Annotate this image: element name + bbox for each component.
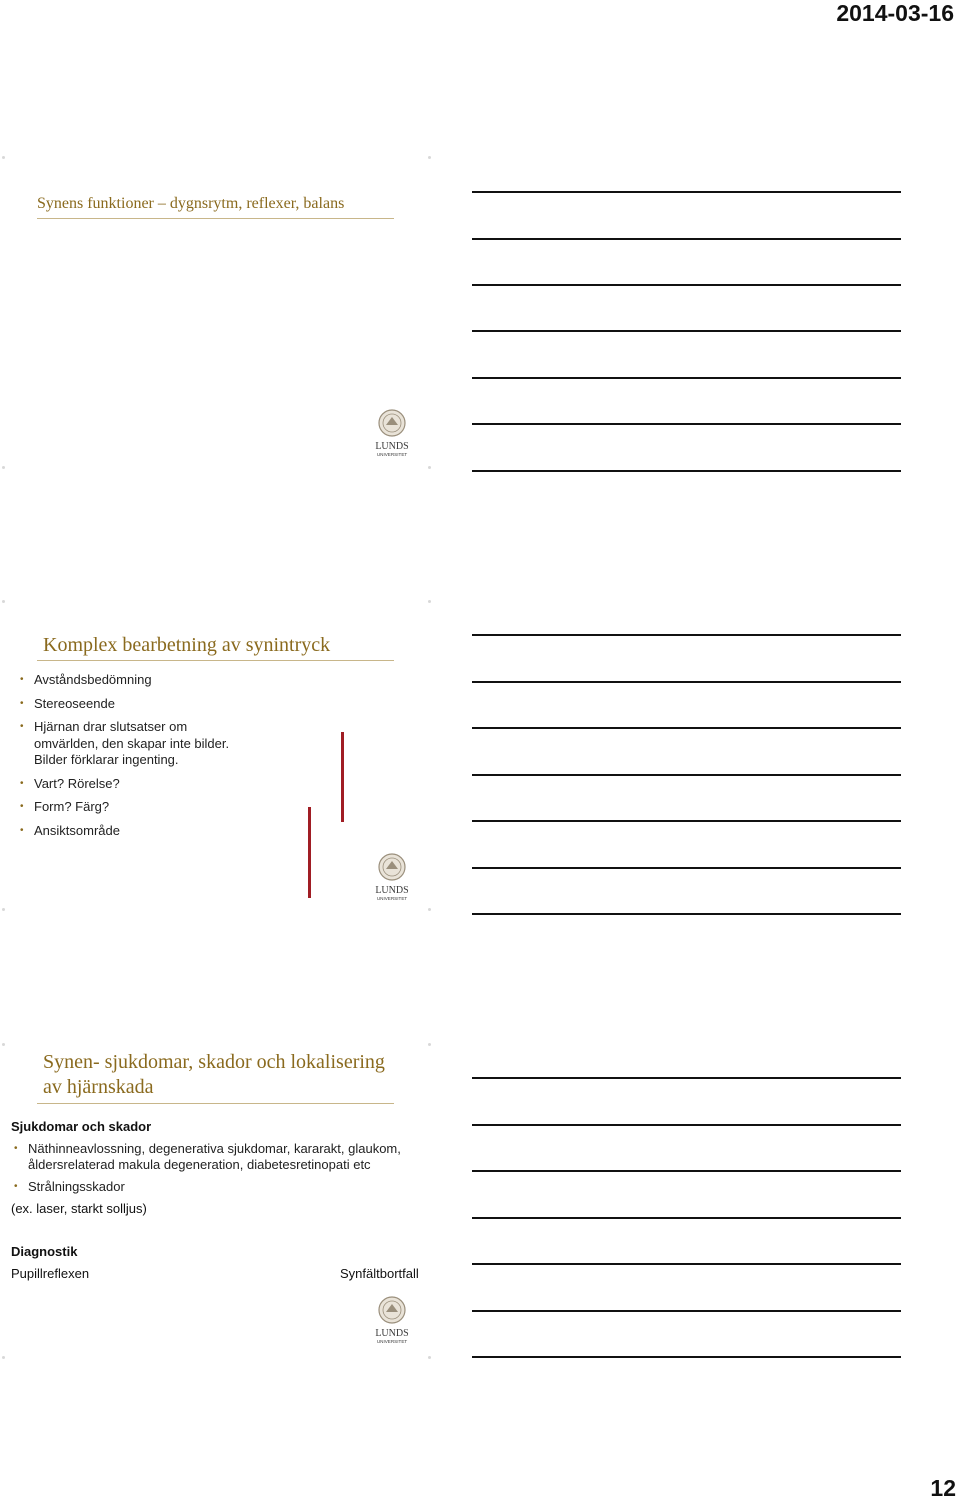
corner-mark — [428, 600, 431, 603]
note-line — [472, 727, 901, 729]
list-item: • Näthinneavlossning, degenerativa sjukdomar, kararakt, glaukom, åldersrelaterad makula degeneration, diabetesretinopati etc — [14, 1141, 434, 1173]
note-line — [472, 1217, 901, 1219]
list-item: • Hjärnan drar slutsatser om omvärlden, den skapar inte bilder. Bilder förklarar ingenting. — [20, 719, 235, 769]
red-vertical-bar — [341, 732, 344, 822]
list-item: • Ansiktsområde — [20, 823, 235, 840]
corner-mark — [2, 600, 5, 603]
slide-3-title-rule — [37, 1103, 394, 1104]
note-line — [472, 1077, 901, 1079]
svg-text:LUNDS: LUNDS — [375, 1328, 409, 1339]
lunds-universitet-logo — [370, 1295, 414, 1345]
corner-mark — [428, 1356, 431, 1359]
slide-2-bullet-list — [20, 672, 235, 839]
corner-mark — [2, 908, 5, 911]
parenthetical-note: (ex. laser, starkt solljus) — [11, 1201, 147, 1216]
page-number: 12 — [930, 1475, 956, 1501]
note-line — [472, 913, 901, 915]
diagnostic-item: Pupillreflexen — [11, 1266, 90, 1281]
document-date: 2014-03-16 — [836, 0, 954, 26]
slide-1-title-rule — [37, 218, 394, 219]
note-line — [472, 1356, 901, 1358]
svg-text:LUNDS: LUNDS — [375, 885, 409, 896]
diagnostic-item: Synfältbortfall — [340, 1266, 419, 1281]
list-item: • Vart? Rörelse? — [20, 776, 235, 793]
note-line — [472, 377, 901, 379]
note-line — [472, 774, 901, 776]
note-line — [472, 1124, 901, 1126]
slide-3-title-line1: Synen- sjukdomar, skador och lokalisering — [43, 1051, 385, 1073]
note-line — [472, 330, 901, 332]
note-line — [472, 470, 901, 472]
corner-mark — [2, 466, 5, 469]
corner-mark — [428, 1043, 431, 1046]
note-line — [472, 634, 901, 636]
note-line — [472, 284, 901, 286]
svg-text:UNIVERSITET: UNIVERSITET — [376, 1339, 408, 1344]
list-item: • Form? Färg? — [20, 799, 235, 816]
list-item: • Avståndsbedömning — [20, 672, 235, 689]
note-line — [472, 1263, 901, 1265]
slide-1-title: Synens funktioner – dygnsrytm, reflexer, balans — [37, 195, 345, 212]
note-line — [472, 867, 901, 869]
corner-mark — [428, 908, 431, 911]
slide-2-title: Komplex bearbetning av synintryck — [43, 634, 331, 656]
list-item: • Strålningsskador — [14, 1179, 434, 1195]
note-line — [472, 1310, 901, 1312]
slide-2-title-rule — [37, 660, 394, 661]
note-line — [472, 423, 901, 425]
section-heading: Sjukdomar och skador — [11, 1119, 152, 1134]
list-item: • Stereoseende — [20, 696, 235, 713]
corner-mark — [2, 1043, 5, 1046]
svg-text:UNIVERSITET: UNIVERSITET — [376, 896, 408, 901]
slide-3-title — [43, 1050, 385, 1100]
corner-mark — [2, 1356, 5, 1359]
note-line — [472, 238, 901, 240]
svg-text:UNIVERSITET: UNIVERSITET — [376, 452, 408, 457]
note-line — [472, 820, 901, 822]
lunds-universitet-logo — [370, 408, 414, 458]
note-line — [472, 191, 901, 193]
note-line — [472, 1170, 901, 1172]
note-line — [472, 681, 901, 683]
corner-mark — [2, 156, 5, 159]
corner-mark — [428, 156, 431, 159]
red-vertical-bar — [308, 807, 311, 898]
slide-3-bullet-list — [14, 1141, 434, 1195]
section-heading: Diagnostik — [11, 1244, 78, 1259]
slide-3-title-line2: av hjärnskada — [43, 1076, 154, 1098]
svg-text:LUNDS: LUNDS — [375, 441, 409, 452]
corner-mark — [428, 466, 431, 469]
lunds-universitet-logo — [370, 852, 414, 902]
